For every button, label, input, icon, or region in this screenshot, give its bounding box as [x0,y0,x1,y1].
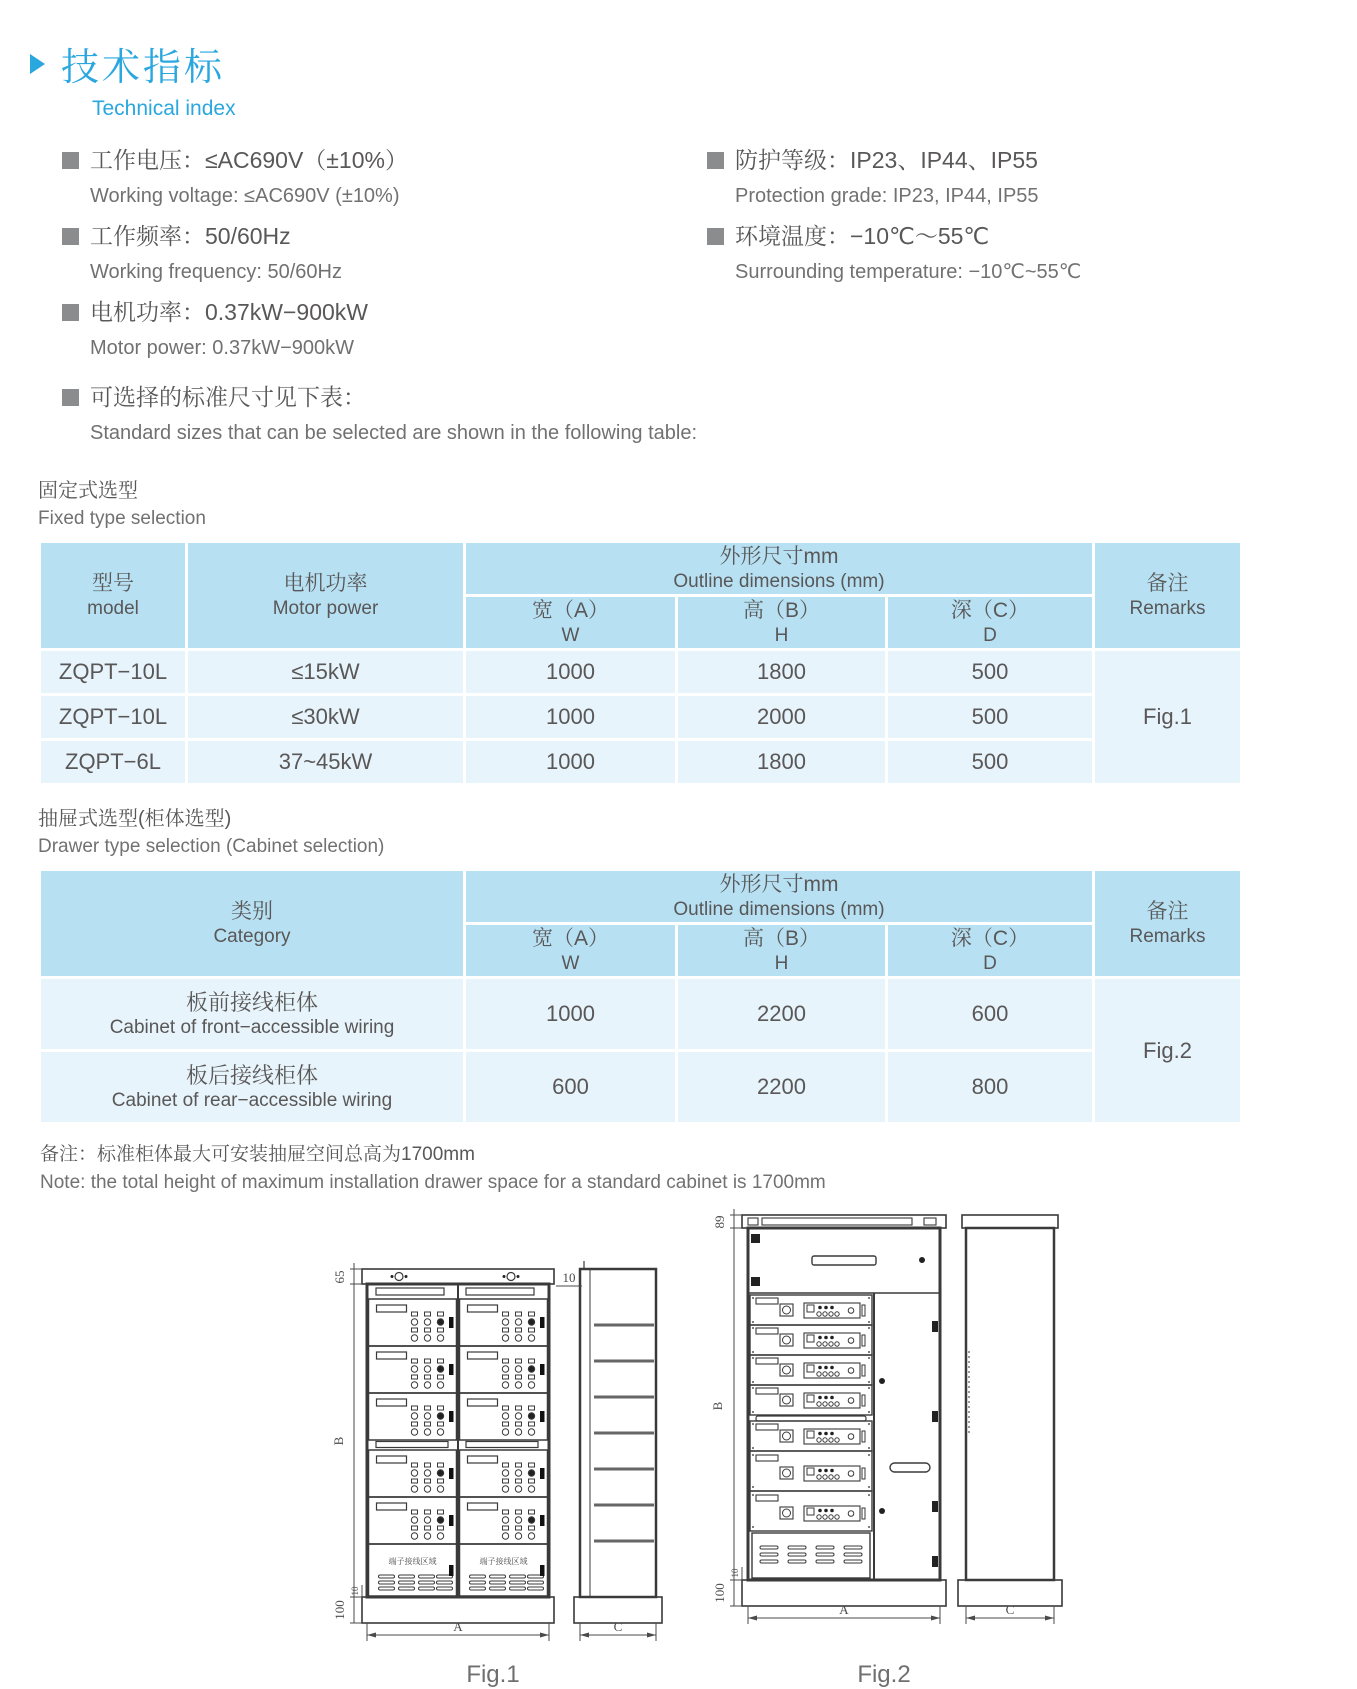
spec-en-text: Working voltage: ≤AC690V (±10%) [90,185,400,207]
note-en: Note: the total height of maximum installation drawer space for a standard cabinet is 1700mm [40,1172,826,1193]
header-height [677,596,887,650]
spec-zh-text: 工作频率：50/60Hz [90,223,291,249]
cell-motor: ≤30kW [187,695,465,740]
figures-row [318,1201,1357,1689]
bullet-square-icon [707,152,724,169]
header-depth [887,596,1094,650]
cell-model: ZQPT−10L [40,650,187,695]
table-row [40,740,1242,785]
fig2-front-view [742,1215,946,1606]
cell-width: 1000 [465,740,677,785]
header-remarks-zh: 备注 [1146,900,1189,923]
bullet-square-icon [62,152,79,169]
table-row [40,978,1242,1051]
fixed-section-label [38,478,1357,532]
header-outline-dimensions [465,542,1094,596]
cell-width: 1000 [465,650,677,695]
bullet-square-icon [62,228,79,245]
cell-category-en: Cabinet of rear−accessible wiring [111,1089,393,1111]
cell-category-zh: 板前接线柜体 [185,989,318,1015]
header-model-en: model [87,598,139,619]
cell-depth: 800 [887,1051,1094,1124]
spec-en-text: Motor power: 0.37kW−900kW [90,337,354,359]
cell-width: 1000 [465,978,677,1051]
note-zh: 备注：标准柜体最大可安装抽屉空间总高为1700mm [40,1144,475,1165]
header-width [465,596,677,650]
header-remarks [1094,870,1242,978]
header-motor-power [187,542,465,650]
header-category [40,870,465,978]
figure-2 [694,1201,1074,1689]
fig2-width-label: A [839,1602,849,1617]
table-row [40,1051,1242,1124]
spec-zh-text: 工作电压：≤AC690V（±10%） [90,147,408,173]
fig1-drawing: 端子接线区域 65 B 10 100 10 A C [318,1251,668,1653]
drawer-title-en: Drawer type selection (Cabinet selection) [38,836,385,857]
cell-depth: 500 [887,650,1094,695]
fig1-front-view [362,1269,554,1623]
header-remarks-zh: 备注 [1146,572,1189,595]
cell-motor: ≤15kW [187,650,465,695]
header-width-zh: 宽（A） [531,599,609,622]
fixed-type-table [38,540,1243,786]
header-height [677,924,887,978]
fig1-body-height-label: B [331,1436,346,1446]
fig2-drawing [694,1201,1074,1653]
table-row [40,695,1242,740]
cell-model: ZQPT−6L [40,740,187,785]
drawer-section-label [38,806,1357,860]
spec-zh-text: 环境温度：−10℃～55℃ [735,223,990,249]
fig1-caption: Fig.1 [466,1661,520,1688]
header-height-en: H [774,953,789,974]
header-outline-dimensions [465,870,1094,924]
spec-column-right [707,145,1081,458]
header-model [40,542,187,650]
fig2-cap-height-label: 89 [712,1215,727,1229]
header-remarks [1094,542,1242,650]
header-model-zh: 型号 [92,572,134,595]
spec-en-text: Standard sizes that can be selected are shown in the following table: [90,422,698,444]
spec-table-intro [62,382,707,445]
cell-category [40,1051,465,1124]
header-width-en: W [561,625,580,646]
header-height-zh: 高（B） [742,927,820,950]
section-arrow-icon [30,54,45,74]
cell-width: 1000 [465,695,677,740]
bullet-square-icon [707,228,724,245]
cell-depth: 600 [887,978,1094,1051]
cell-remark: Fig.1 [1094,650,1242,785]
fig1-cap-height-label: 65 [332,1270,347,1284]
cell-category-zh: 板后接线柜体 [185,1062,318,1088]
fig2-caption: Fig.2 [857,1661,911,1688]
fig2-side-view [958,1215,1062,1606]
page-header [0,0,1357,121]
fig1-vent-label: 10 [350,1586,360,1596]
header-height-en: H [774,625,789,646]
cell-remark: Fig.2 [1094,978,1242,1124]
cell-category [40,978,465,1051]
header-depth-en: D [983,953,997,974]
header-outline-zh: 外形尺寸mm [719,545,839,568]
header-motor-zh: 电机功率 [283,572,368,595]
spec-en-text: Protection grade: IP23, IP44, IP55 [735,185,1039,207]
fig1-width-label: A [453,1619,463,1634]
header-outline-zh: 外形尺寸mm [719,873,839,896]
spec-en-text: Working frequency: 50/60Hz [90,261,342,283]
header-depth-zh: 深（C） [950,927,1030,950]
cell-height: 2200 [677,1051,887,1124]
fig1-top-right-label: 10 [562,1270,576,1285]
fig2-vent-label: 10 [730,1568,740,1578]
header-width-en: W [561,953,580,974]
fig2-body-height-label: B [710,1401,725,1411]
page-subtitle: Technical index [92,97,236,120]
header-motor-en: Motor power [272,598,379,619]
cell-width: 600 [465,1051,677,1124]
header-depth-zh: 深（C） [950,599,1030,622]
fig1-base-height-label: 100 [332,1600,347,1620]
header-outline-en: Outline dimensions (mm) [673,899,885,920]
spec-zh-text: 电机功率：0.37kW−900kW [90,299,368,325]
fixed-title-zh: 固定式选型 [38,480,138,502]
fixed-title-en: Fixed type selection [38,508,206,529]
header-category-zh: 类别 [231,900,273,923]
header-category-en: Category [213,926,291,947]
header-depth-en: D [983,625,997,646]
table-row [40,650,1242,695]
drawer-title-zh: 抽屉式选型(柜体选型) [38,808,232,830]
bullet-square-icon [62,389,79,406]
header-remarks-en: Remarks [1129,926,1206,947]
cell-height: 2000 [677,695,887,740]
header-height-zh: 高（B） [742,599,820,622]
header-remarks-en: Remarks [1129,598,1206,619]
fig2-base-height-label: 100 [712,1583,727,1603]
header-outline-en: Outline dimensions (mm) [673,571,885,592]
bullet-square-icon [62,304,79,321]
fig1-depth-label: C [613,1619,623,1634]
cell-depth: 500 [887,740,1094,785]
cell-height: 1800 [677,740,887,785]
spec-en-text: Surrounding temperature: −10℃~55℃ [735,261,1082,283]
cell-category-en: Cabinet of front−accessible wiring [109,1016,395,1038]
cell-depth: 500 [887,695,1094,740]
spec-column-left [62,145,707,458]
page-title: 技术指标 [61,47,226,89]
fig2-depth-label: C [1005,1602,1015,1617]
cell-model: ZQPT−10L [40,695,187,740]
figure-1 [318,1251,668,1689]
spec-zh-text: 防护等级：IP23、IP44、IP55 [735,147,1038,173]
spec-working-voltage [62,145,707,208]
spec-protection-grade [707,145,1081,208]
spec-zh-text: 可选择的标准尺寸见下表： [90,384,366,410]
cell-motor: 37~45kW [187,740,465,785]
cell-height: 2200 [677,978,887,1051]
header-width-zh: 宽（A） [531,927,609,950]
cell-height: 1800 [677,650,887,695]
spec-motor-power [62,297,707,360]
table-note [40,1141,1357,1197]
spec-list [62,145,1357,458]
header-width [465,924,677,978]
spec-working-frequency [62,221,707,284]
drawer-type-table [38,868,1243,1125]
header-depth [887,924,1094,978]
spec-surrounding-temperature [707,221,1081,284]
fig1-side-view [574,1261,662,1623]
